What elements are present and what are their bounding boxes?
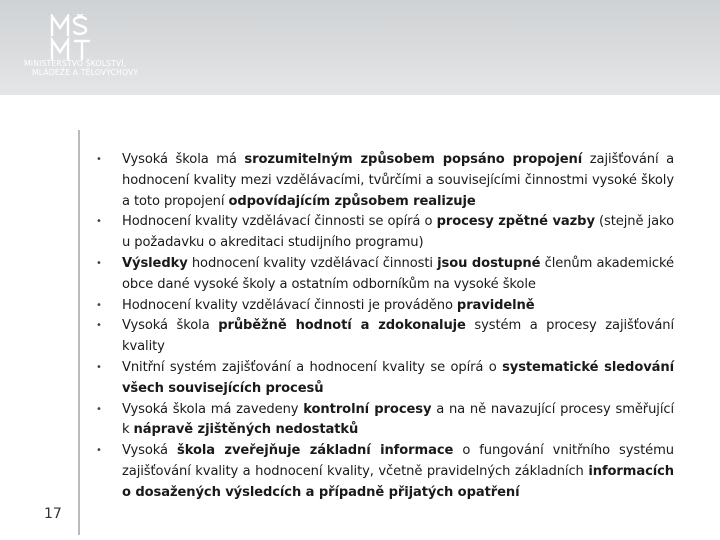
bullet-list [92, 150, 674, 504]
bullet-text-bold: odpovídajícím způsobem realizuje [228, 193, 476, 209]
bullet-item [92, 212, 674, 254]
bullet-text: systém a procesy zajišťování kvality [122, 318, 675, 355]
bullet-text-bold: nápravě zjištěných nedostatků [133, 422, 359, 438]
msmt-logo-icon [50, 14, 116, 62]
bullet-text: Vysoká [122, 443, 178, 459]
bullet-text-bold: jsou dostupné [437, 255, 541, 271]
bullet-marker-icon: • [96, 154, 102, 165]
bullet-text: Vysoká škola má zavedeny [122, 401, 304, 417]
bullet-text-bold: Výsledky [122, 255, 188, 271]
bullet-text: a na ně navazující procesy směřující k [122, 401, 674, 438]
bullet-text: hodnocení kvality vzdělávací činnosti [187, 255, 438, 271]
bullet-item [92, 296, 674, 317]
bullet-marker-icon: • [96, 257, 102, 269]
bullet-text: (stejně jako u požadavku o akreditaci studijního programu) [122, 214, 674, 251]
logo-line-2: MLÁDEŽE A TĚLOVÝCHOVY [32, 68, 139, 77]
bullet-item [92, 358, 674, 400]
bullet-text-bold: srozumitelným způsobem popsáno propojení [244, 152, 583, 167]
bullet-item [92, 400, 674, 442]
bullet-text-bold: pravidelně [456, 297, 535, 313]
bullet-item [92, 441, 674, 503]
bullet-marker-icon: • [96, 403, 102, 415]
vertical-divider [78, 130, 80, 535]
bullet-item [92, 254, 674, 296]
bullet-text-bold: informacích o dosažených výsledcích a případně přijatých opatření [122, 463, 674, 500]
bullet-text: Vysoká škola má [122, 152, 245, 167]
bullet-text-bold: kontrolní procesy [303, 401, 432, 417]
bullet-text: Hodnocení kvality vzdělávací činnosti je prováděno [122, 297, 457, 313]
bullet-marker-icon: • [96, 361, 102, 373]
bullet-text-bold: škola zveřejňuje základní informace [177, 443, 454, 459]
bullet-text: o fungování vnitřního systému zajišťování kvality a hodnocení kvality, včetně pravidelných základních [122, 443, 674, 479]
bullet-marker-icon: • [96, 299, 102, 311]
bullet-text: Vnitřní systém zajišťování a hodnocení kvality se opírá o [122, 359, 503, 375]
bullet-marker-icon: • [96, 320, 102, 332]
logo-line-1: MINISTERSTVO ŠKOLSTVÍ, [24, 59, 127, 68]
slide-content [92, 150, 674, 504]
bullet-text: zajišťování a hodnocení kvality mezi vzdělávacími, tvůrčími a souvisejícími činnostmi vysoké školy a toto propojení [122, 152, 675, 209]
bullet-text: Vysoká škola [122, 318, 219, 334]
logo-wordmark [24, 59, 138, 77]
page-number: 17 [44, 506, 62, 522]
bullet-text-bold: průběžně hodnotí a zdokonaluje [218, 318, 466, 334]
bullet-text-bold: procesy zpětné vazby [436, 214, 595, 230]
bullet-text: členům akademické obce dané vysoké školy a ostatním odborníkům na vysoké škole [122, 255, 674, 292]
bullet-text-bold: systematické sledování všech souvisejících procesů [122, 359, 674, 396]
bullet-marker-icon: • [96, 445, 102, 457]
bullet-marker-icon: • [96, 216, 102, 228]
bullet-item [92, 316, 674, 358]
bullet-item [92, 150, 674, 212]
header-banner [0, 0, 720, 95]
bullet-text: Hodnocení kvality vzdělávací činnosti se opírá o [122, 214, 437, 230]
